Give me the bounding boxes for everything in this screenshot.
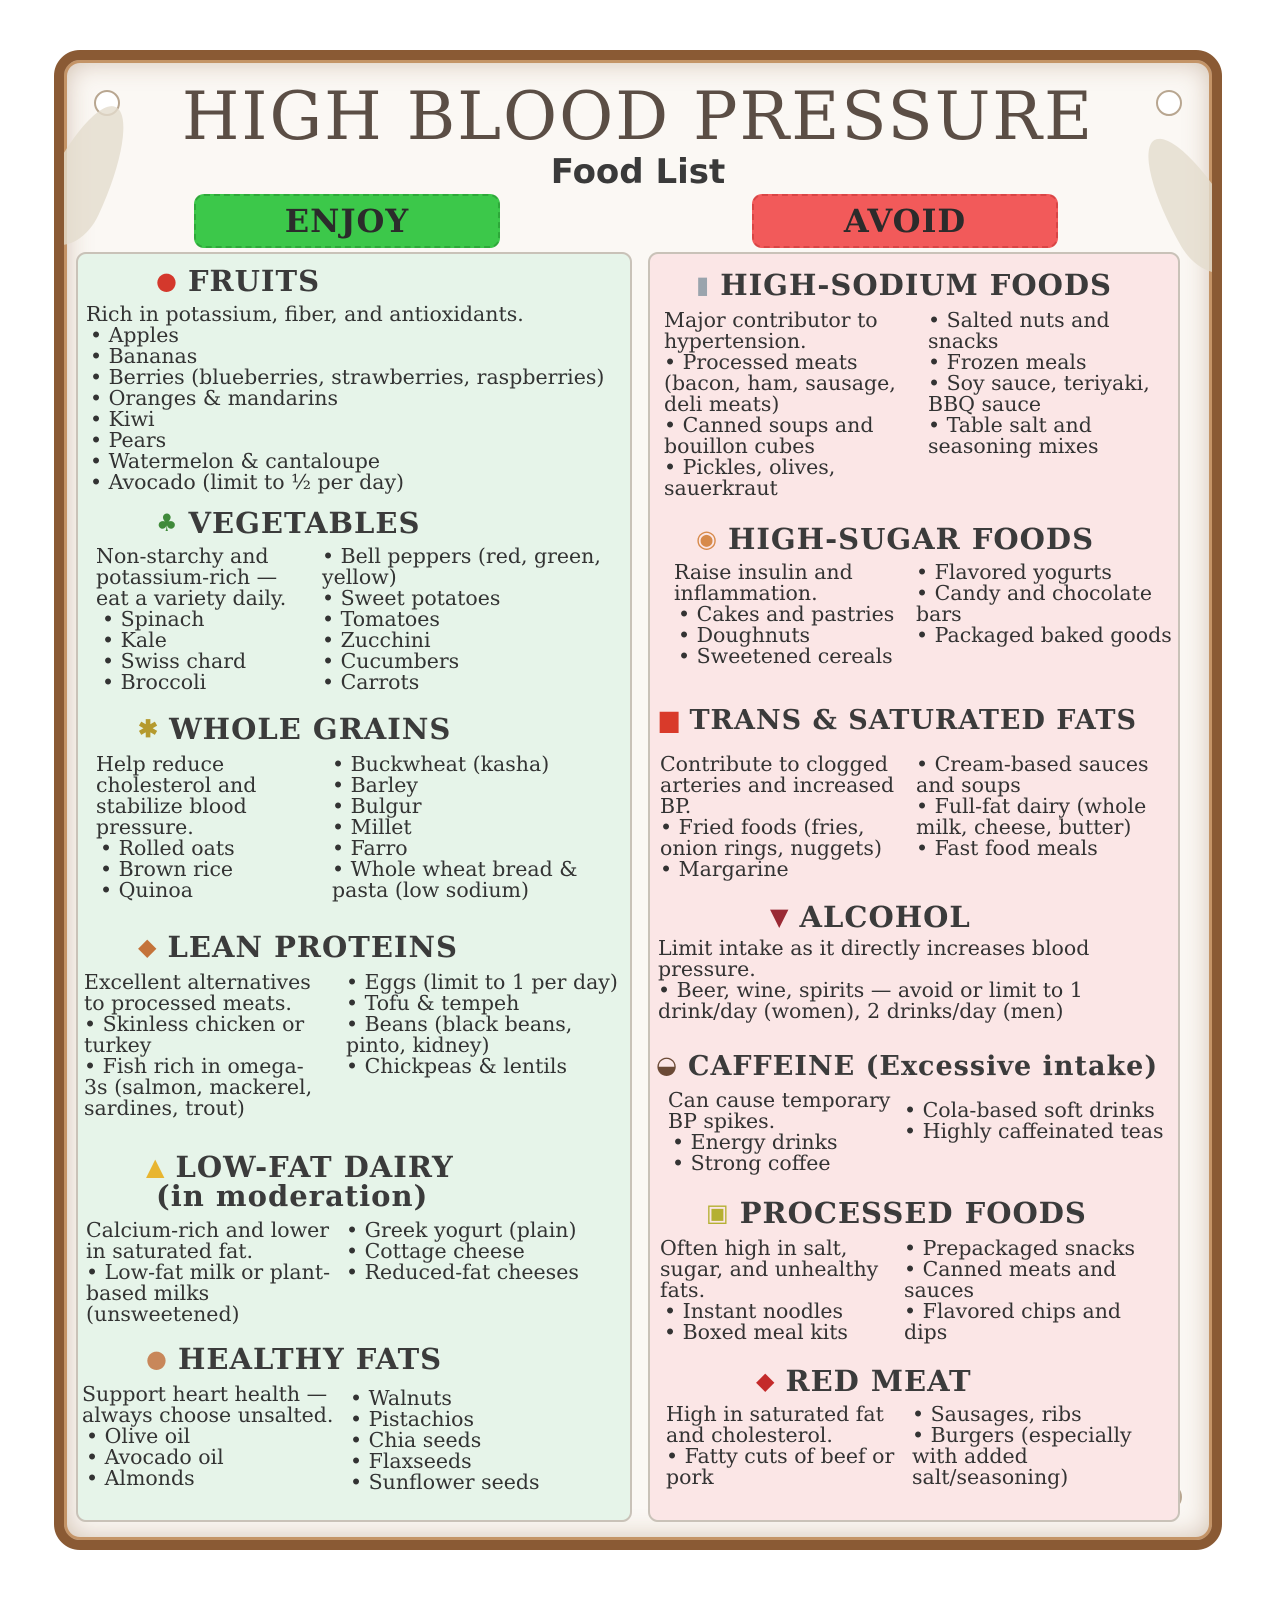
section-heading: ● HEALTHY FATS <box>146 1342 443 1376</box>
sodium-list-b <box>928 310 1164 457</box>
list-item: • Fatty cuts of beef or pork <box>666 1446 902 1488</box>
list-item: • Reduced-fat cheeses <box>346 1262 618 1283</box>
section-heading: ◆ LEAN PROTEINS <box>138 930 458 964</box>
list-item: • Sunflower seeds <box>350 1472 540 1493</box>
list-item: • Fish rich in omega-3s (salmon, mackerel, sardines, trout) <box>84 1056 324 1119</box>
sodium-list-a <box>664 352 914 499</box>
page-subtitle: Food List <box>550 152 726 192</box>
alcohol-list <box>658 980 1098 1022</box>
section-intro: High in saturated fat and cholesterol. <box>666 1402 884 1447</box>
list-item: • Tofu & tempeh <box>346 993 618 1014</box>
list-item: • Chia seeds <box>350 1430 540 1451</box>
drumstick-icon: ◆ <box>138 932 158 961</box>
list-item: • Table salt and seasoning mixes <box>928 415 1164 457</box>
list-item: • Bananas <box>90 346 604 367</box>
list-item: • Flavored yogurts <box>916 562 1174 583</box>
section-heading: ● FRUITS <box>156 264 321 298</box>
list-item: • Avocado (limit to ½ per day) <box>90 472 604 493</box>
section-intro: Support heart health — always choose unsalted. <box>82 1382 334 1427</box>
section-intro: Calcium-rich and lower in saturated fat. <box>86 1218 330 1263</box>
list-item: • Pears <box>90 430 604 451</box>
proteins-list-a <box>84 1014 324 1119</box>
list-item: • Low-fat milk or plant-based milks (unsweetened) <box>86 1262 336 1325</box>
section-heading: ◉ HIGH-SUGAR FOODS <box>696 522 1095 556</box>
section-heading: ♣ VEGETABLES <box>156 506 421 540</box>
list-item: • Fried foods (fries, onion rings, nuggets) <box>660 817 910 859</box>
cheese-icon: ▲ <box>146 1152 166 1181</box>
list-item: • Watermelon & cantaloupe <box>90 451 604 472</box>
section-intro: Often high in salt, sugar, and unhealthy fats. <box>660 1236 879 1302</box>
caffeine-list-b <box>904 1100 1174 1142</box>
list-item: • Millet <box>332 817 612 838</box>
section-heading: ✱ WHOLE GRAINS <box>138 712 452 746</box>
section-intro: Can cause temporary BP spikes. <box>668 1088 891 1133</box>
vegetables-list-a <box>102 609 246 693</box>
list-item: • Bell peppers (red, green, yellow) <box>322 546 612 588</box>
list-item: • Olive oil <box>86 1426 224 1447</box>
section-heading: ▣ PROCESSED FOODS <box>706 1196 1087 1230</box>
list-item: • Flavored chips and dips <box>904 1301 1154 1343</box>
list-item: • Carrots <box>322 672 612 693</box>
section-heading: ▼ ALCOHOL <box>770 900 971 934</box>
page-title: HIGH BLOOD PRESSURE <box>181 78 1095 155</box>
list-item: • Buckwheat (kasha) <box>332 754 612 775</box>
list-item: • Soy sauce, teriyaki, BBQ sauce <box>928 373 1164 415</box>
section-heading: ▲ LOW-FAT DAIRY <box>146 1150 454 1184</box>
doughnut-icon: ◉ <box>696 524 718 553</box>
list-item: • Sausages, ribs <box>912 1404 1152 1425</box>
list-item: • Pickles, olives, sauerkraut <box>664 457 914 499</box>
list-item: • Avocado oil <box>86 1447 224 1468</box>
red-meat-list-b <box>912 1404 1152 1488</box>
list-item: • Frozen meals <box>928 352 1164 373</box>
list-item: • Cream-based sauces and soups <box>916 754 1166 796</box>
list-item: • Strong coffee <box>672 1153 838 1174</box>
list-item: • Greek yogurt (plain) <box>346 1220 618 1241</box>
salt-shaker-icon: ▮ <box>696 270 711 299</box>
list-item: • Instant noodles <box>664 1301 848 1322</box>
list-item: • Beans (black beans, pinto, kidney) <box>346 1014 618 1056</box>
enjoy-label: ENJOY <box>194 194 500 248</box>
trans-list-b <box>916 754 1166 859</box>
list-item: • Apples <box>90 325 604 346</box>
list-item: • Walnuts <box>350 1388 540 1409</box>
section-intro: Limit intake as it directly increases blood pressure. <box>658 936 1090 981</box>
red-meat-list-a <box>666 1446 902 1488</box>
broccoli-icon: ♣ <box>156 508 179 537</box>
section-intro: Major contributor to hypertension. <box>664 308 878 353</box>
section-heading: ▮ HIGH-SODIUM FOODS <box>696 268 1112 302</box>
list-item: • Eggs (limit to 1 per day) <box>346 972 618 993</box>
list-item: • Pistachios <box>350 1409 540 1430</box>
list-item: • Cola-based soft drinks <box>904 1100 1174 1121</box>
list-item: • Whole wheat bread & pasta (low sodium) <box>332 859 612 901</box>
coffee-cup-icon: ◒ <box>656 1050 678 1079</box>
list-item: • Kiwi <box>90 409 604 430</box>
avoid-label: AVOID <box>752 194 1058 248</box>
list-item: • Doughnuts <box>678 625 894 646</box>
avoid-panel <box>648 252 1180 1522</box>
dairy-list-a <box>86 1262 336 1325</box>
list-item: • Full-fat dairy (whole milk, cheese, butter) <box>916 796 1166 838</box>
list-item: • Cucumbers <box>322 651 612 672</box>
caffeine-list-a <box>672 1132 838 1174</box>
list-item: • Almonds <box>86 1468 224 1489</box>
list-item: • Brown rice <box>100 859 235 880</box>
section-intro: Excellent alternatives to processed meats. <box>84 970 311 1015</box>
processed-list-a <box>664 1301 848 1343</box>
peanut-icon: ● <box>146 1344 168 1373</box>
fries-icon: ▆ <box>660 704 680 733</box>
list-item: • Margarine <box>660 859 910 880</box>
list-item: • Oranges & mandarins <box>90 388 604 409</box>
list-item: • Tomatoes <box>322 609 612 630</box>
section-heading: ◒ CAFFEINE (Excessive intake) <box>656 1050 1159 1082</box>
list-item: • Barley <box>332 775 612 796</box>
list-item: • Prepackaged snacks <box>904 1238 1154 1259</box>
fats-list-a <box>86 1426 224 1489</box>
list-item: • Flaxseeds <box>350 1451 540 1472</box>
grains-list-a <box>100 838 235 901</box>
list-item: • Sweetened cereals <box>678 646 894 667</box>
food-list-sign <box>54 50 1222 1550</box>
list-item: • Candy and chocolate bars <box>916 583 1174 625</box>
steak-icon: ◆ <box>756 1366 776 1395</box>
list-item: • Swiss chard <box>102 651 246 672</box>
list-item: • Cottage cheese <box>346 1241 618 1262</box>
list-item: • Burgers (especially with added salt/seasoning) <box>912 1425 1152 1488</box>
list-item: • Energy drinks <box>672 1132 838 1153</box>
list-item: • Kale <box>102 630 246 651</box>
list-item: • Bulgur <box>332 796 612 817</box>
list-item: • Fast food meals <box>916 838 1166 859</box>
list-item: • Skinless chicken or turkey <box>84 1014 324 1056</box>
list-item: • Zucchini <box>322 630 612 651</box>
list-item: • Processed meats (bacon, ham, sausage, deli meats) <box>664 352 914 415</box>
list-item: • Boxed meal kits <box>664 1322 848 1343</box>
section-intro: Help reduce cholesterol and stabilize blood pressure. <box>96 752 257 839</box>
section-heading: ▆ TRANS & SATURATED FATS <box>660 704 1137 736</box>
list-item: • Chickpeas & lentils <box>346 1056 618 1077</box>
list-item: • Beer, wine, spirits — avoid or limit to 1 drink/day (women), 2 drinks/day (men) <box>658 980 1098 1022</box>
fruits-list <box>90 325 604 493</box>
can-icon: ▣ <box>706 1198 730 1227</box>
section-heading-sub: (in moderation) <box>156 1179 429 1213</box>
sugar-list-a <box>678 604 894 667</box>
list-item: • Farro <box>332 838 612 859</box>
list-item: • Sweet potatoes <box>322 588 612 609</box>
list-item: • Berries (blueberries, strawberries, raspberries) <box>90 367 604 388</box>
dairy-list-b <box>346 1220 618 1283</box>
list-item: • Rolled oats <box>100 838 235 859</box>
list-item: • Highly caffeinated teas <box>904 1121 1174 1142</box>
list-item: • Salted nuts and snacks <box>928 310 1164 352</box>
wheat-icon: ✱ <box>138 714 160 743</box>
section-heading: ◆ RED MEAT <box>756 1364 972 1398</box>
apple-icon: ● <box>156 266 178 295</box>
processed-list-b <box>904 1238 1154 1343</box>
section-intro: Raise insulin and inflammation. <box>674 560 853 605</box>
list-item: • Broccoli <box>102 672 246 693</box>
list-item: • Spinach <box>102 609 246 630</box>
list-item: • Quinoa <box>100 880 235 901</box>
list-item: • Packaged baked goods <box>916 625 1174 646</box>
trans-list-a <box>660 817 910 880</box>
proteins-list-b <box>346 972 618 1077</box>
sugar-list-b <box>916 562 1174 646</box>
grains-list-b <box>332 754 612 901</box>
list-item: • Canned meats and sauces <box>904 1259 1154 1301</box>
fats-list-b <box>350 1388 540 1493</box>
list-item: • Canned soups and bouillon cubes <box>664 415 914 457</box>
wine-glass-icon: ▼ <box>770 902 790 931</box>
list-item: • Cakes and pastries <box>678 604 894 625</box>
section-intro: Rich in potassium, fiber, and antioxidants. <box>86 302 524 326</box>
section-intro: Contribute to clogged arteries and increased BP. <box>660 752 895 818</box>
vegetables-list-b <box>322 546 612 693</box>
section-intro: Non-starchy and potassium-rich — eat a variety daily. <box>96 544 287 610</box>
enjoy-panel <box>76 252 632 1522</box>
